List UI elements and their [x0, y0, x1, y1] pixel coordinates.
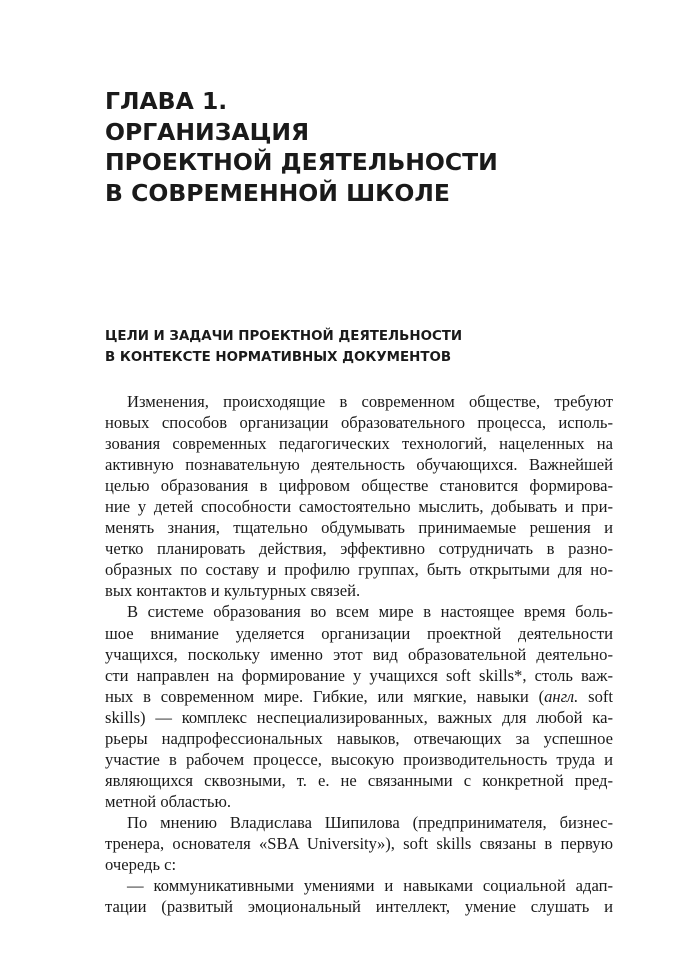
section-heading [105, 326, 605, 368]
section-heading-line: ЦЕЛИ И ЗАДАЧИ ПРОЕКТНОЙ ДЕЯТЕЛЬНОСТИ [105, 329, 463, 344]
text-line: очередь с: [105, 855, 177, 875]
text-line: skills) — комплекс неспециализированных, важных для любой ка- [105, 707, 613, 727]
chapter-title-line: В СОВРЕМЕННОЙ ШКОЛЕ [105, 178, 450, 207]
text-line: образных по составу и профилю группах, быть открытыми для но- [105, 560, 613, 580]
body-text [105, 391, 613, 917]
text-line: участие в рабочем процессе, высокую производительность труда и [105, 749, 613, 769]
text-line: рьеры надпрофессиональных навыков, отвечающих за успешное [105, 728, 613, 748]
text-line: ние у детей способности самостоятельно мыслить, добывать и при- [105, 497, 613, 517]
text-line: четко планировать действия, эффективно сотрудничать в разно- [105, 539, 613, 559]
paragraph-2 [105, 601, 613, 811]
text-line [105, 686, 613, 707]
paragraph-3 [105, 812, 613, 875]
italic-term: англ. [544, 686, 579, 706]
text-line: сти направлен на формирование у учащихся soft skills*, столь важ- [105, 665, 613, 685]
text-fragment: ных в современном мире. Гибкие, или мягкие, навыки ( [105, 686, 545, 706]
chapter-title-line: ПРОЕКТНОЙ ДЕЯТЕЛЬНОСТИ [105, 148, 498, 176]
chapter-title-line: ОРГАНИЗАЦИЯ [105, 117, 310, 146]
text-line: тации (развитый эмоциональный интеллект, умение слушать и [105, 897, 613, 917]
text-line: В системе образования во всем мире в настоящее время боль- [127, 602, 613, 622]
text-line: Изменения, происходящие в современном обществе, требуют [127, 392, 613, 411]
text-line: По мнению Владислава Шипилова (предпринимателя, бизнес- [127, 812, 613, 832]
text-line: тренера, основателя «SBA University»), soft skills связаны в первую [105, 833, 613, 853]
text-line: являющихся сквозными, т. е. не связанными с конкретной пред- [105, 770, 613, 790]
paragraph-4 [105, 875, 613, 917]
text-line: целью образования в цифровом обществе становится формирова- [105, 476, 613, 496]
text-line: шое внимание уделяется организации проектной деятельности [105, 623, 613, 643]
text-line: — коммуникативными умениями и навыками социальной адап- [127, 876, 613, 896]
text-line: зования современных педагогических технологий, нацеленных на [105, 434, 613, 454]
section-heading-line: В КОНТЕКСТЕ НОРМАТИВНЫХ ДОКУМЕНТОВ [105, 350, 452, 365]
text-line: активную познавательную деятельность обучающихся. Важнейшей [105, 455, 613, 475]
text-line: менять знания, тщательно обдумывать принимаемые решения и [105, 518, 613, 538]
text-line: вых контактов и культурных связей. [105, 581, 361, 601]
text-fragment: soft [578, 686, 613, 706]
chapter-title [105, 86, 605, 208]
text-line: метной областью. [105, 791, 232, 811]
chapter-title-line: ГЛАВА 1. [105, 87, 228, 115]
paragraph-1 [105, 391, 613, 601]
text-line: новых способов организации образовательного процесса, исполь- [105, 413, 613, 433]
text-line: учащихся, поскольку именно этот вид образовательной деятельно- [105, 644, 613, 664]
